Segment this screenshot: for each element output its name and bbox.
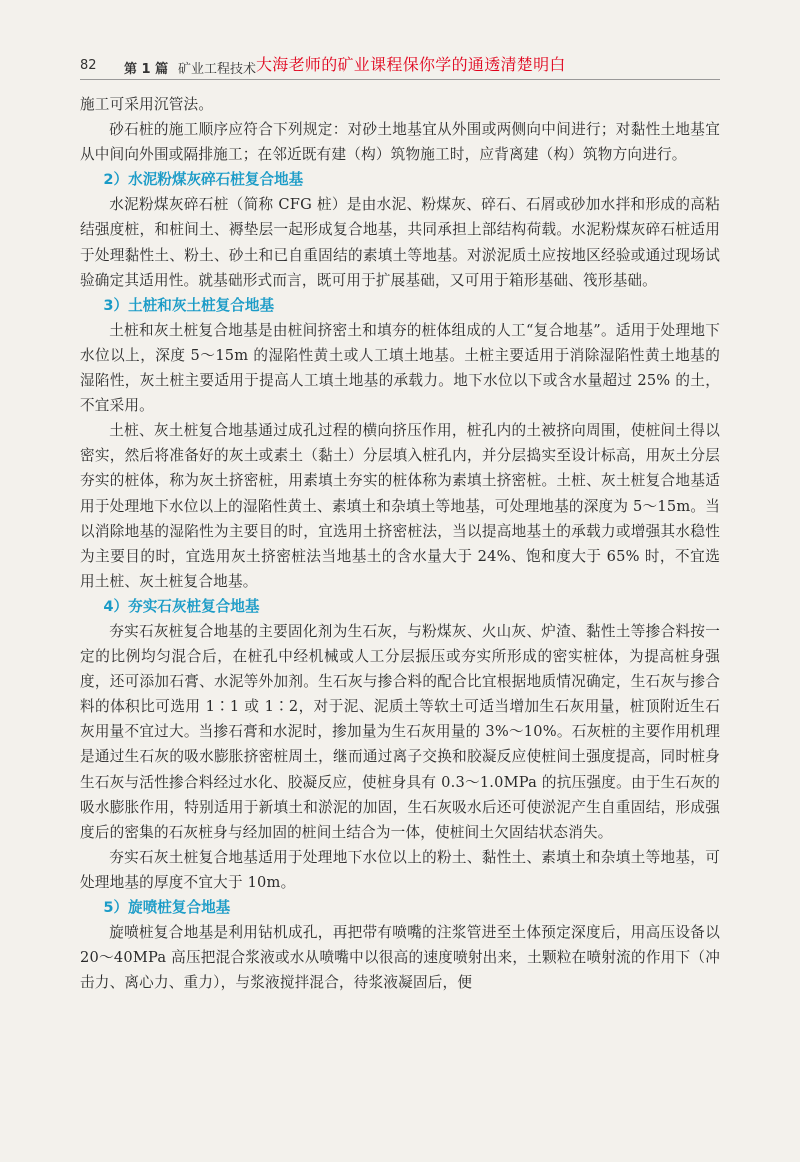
paragraph: 旋喷桩复合地基是利用钻机成孔，再把带有喷嘴的注浆管进至土体预定深度后，用高压设备以 20～40MPa 高压把混合浆液或水从喷嘴中以很高的速度喷射出来，土颗粒在喷射流的作用下（冲击力、离心力、重力），与浆液搅拌混合，待浆液凝固后，便: [80, 924, 720, 992]
paragraph: 土桩、灰土桩复合地基通过成孔过程的横向挤压作用，桩孔内的土被挤向周围，使桩间土得以密实，然后将准备好的灰土或素土（黏土）分层填入桩孔内，并分层捣实至设计标高，用灰土分层夯实的桩体，称为灰土挤密桩，用素填土夯实的桩体称为素填土挤密桩。土桩、灰土桩复合地基适用于处理地下水位以上的湿陷性黄土、素填土和杂填土等地基，可处理地基的深度为 5～15m。当以消除地基的湿陷性为主要目的时，宜选用土挤密桩法，当以提高地基土的承载力或增强其水稳性为主要目的时，宜选用灰土挤密桩法当地基土的含水量大于 24%、饱和度大于 65% 时，不宜选用土桩、灰土桩复合地基。: [80, 422, 720, 590]
paragraph: 施工可采用沉管法。: [80, 96, 214, 113]
paragraph: 夯实石灰桩复合地基的主要固化剂为生石灰，与粉煤灰、火山灰、炉渣、黏性土等掺合料按一定的比例均匀混合后，在桩孔中经机械或人工分层振压或夯实所形成的密实桩体，为提高桩身强度，还可添加石膏、水泥等外加剂。生石灰与掺合料的配合比宜根据地质情况确定，生石灰与掺合料的体积比可选用 1∶1 或 1∶2，对于泥、泥质土等软土可适当增加生石灰用量，桩顶附近生石灰用量不宜过大。当掺石膏和水泥时，掺加量为生石灰用量的 3%～10%。石灰桩的主要作用机理是通过生石灰的吸水膨胀挤密桩周土，继而通过离子交换和胶凝反应使桩间土强度提高，同时桩身生石灰与活性掺合料经过水化、胶凝反应，使桩身具有 0.3～1.0MPa 的抗压强度。由于生石灰的吸水膨胀作用，特别适用于新填土和淤泥的加固，生石灰吸水后还可使淤泥产生自重固结，形成强度后的密集的石灰桩身与经加固的桩间土结合为一体，使桩间土欠固结状态消失。: [80, 622, 720, 841]
page-number: 82: [80, 58, 97, 73]
part-label: 第 1 篇: [124, 62, 169, 77]
header-divider: [80, 79, 720, 80]
paragraph: 夯实石灰土桩复合地基适用于处理地下水位以上的粉土、黏性土、素填土和杂填土等地基，可处理地基的厚度不宜大于 10m。: [80, 848, 720, 891]
watermark-text: 大海老师的矿业课程保你学的通透清楚明白: [256, 55, 566, 74]
section-heading: 4）夯实石灰桩复合地基: [103, 597, 260, 615]
page-body: [80, 92, 720, 995]
running-header: [80, 52, 720, 80]
part-title: 矿业工程技术: [178, 62, 257, 77]
paragraph: 砂石桩的施工顺序应符合下列规定：对砂土地基宜从外围或两侧向中间进行；对黏性土地基宜从中间向外围或隔排施工；在邻近既有建（构）筑物施工时，应背离建（构）筑物方向进行。: [80, 121, 720, 164]
section-heading: 3）土桩和灰土桩复合地基: [103, 296, 275, 314]
paragraph: 水泥粉煤灰碎石桩（简称 CFG 桩）是由水泥、粉煤灰、碎石、石屑或砂加水拌和形成的高粘结强度桩，和桩间土、褥垫层一起形成复合地基，共同承担上部结构荷载。水泥粉煤灰碎石桩适用于处理黏性土、粉土、砂土和已自重固结的素填土等地基。对淤泥质土应按地区经验或通过现场试验确定其适用性。就基础形式而言，既可用于扩展基础，又可用于箱形基础、筏形基础。: [80, 196, 720, 289]
section-heading: 2）水泥粉煤灰碎石桩复合地基: [103, 171, 304, 189]
section-heading: 5）旋喷桩复合地基: [103, 899, 231, 916]
paragraph: 土桩和灰土桩复合地基是由桩间挤密土和填夯的桩体组成的人工“复合地基”。适用于处理地下水位以上，深度 5～15m 的湿陷性黄土或人工填土地基。土桩主要适用于消除湿陷性黄土地基的湿陷性，灰土桩主要适用于提高人工填土地基的承载力。地下水位以下或含水量超过 25% 的土，不宜采用。: [80, 321, 720, 415]
